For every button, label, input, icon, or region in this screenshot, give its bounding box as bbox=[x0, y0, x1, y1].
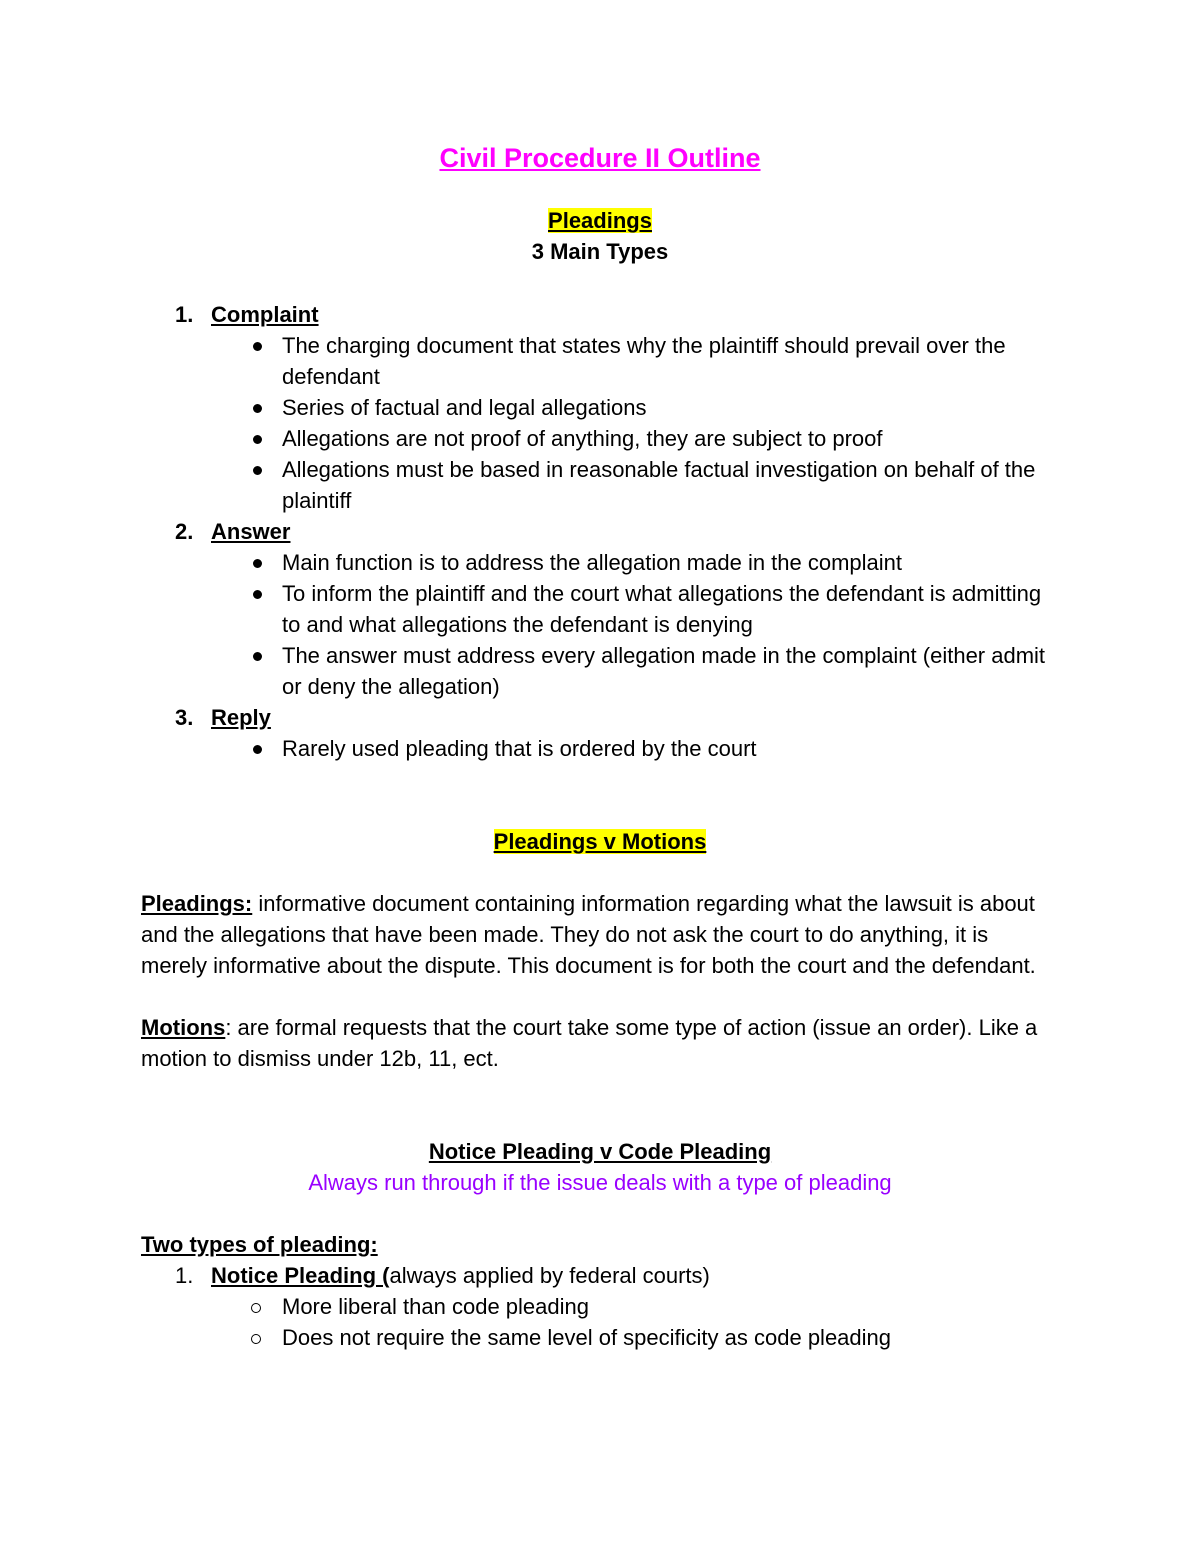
document-page bbox=[141, 140, 1059, 1353]
pleadings-text: informative document containing information regarding what the lawsuit is about and the allegations that have been made. They do not ask the court to do anything, it is merely informative about the dispute. This document is for both the court and the defendant. bbox=[141, 891, 1036, 978]
bullet-dot-icon bbox=[253, 342, 262, 351]
list-item bbox=[211, 1291, 1059, 1322]
list-item-complaint bbox=[141, 299, 1059, 516]
bullet-dot-icon bbox=[253, 435, 262, 444]
section-notice-code-note: Always run through if the issue deals with a type of pleading bbox=[308, 1170, 892, 1195]
types-heading-line bbox=[141, 1229, 1059, 1260]
types-heading: Two types of pleading: bbox=[141, 1232, 378, 1257]
bullet-text: Series of factual and legal allegations bbox=[282, 395, 647, 420]
bullet-dot-icon bbox=[253, 590, 262, 599]
motions-definition bbox=[141, 1012, 1059, 1074]
reply-bullets bbox=[211, 733, 1059, 764]
bullet-dot-icon bbox=[253, 404, 262, 413]
section-pleadings-v-motions-heading-line bbox=[141, 826, 1059, 857]
section-pleadings-v-motions-heading: Pleadings v Motions bbox=[493, 829, 707, 854]
list-item bbox=[211, 330, 1059, 392]
notice-pleading-list bbox=[141, 1260, 1059, 1353]
list-item bbox=[211, 423, 1059, 454]
list-item bbox=[211, 733, 1059, 764]
bullet-dot-icon bbox=[253, 745, 262, 754]
list-number: 3. bbox=[175, 705, 194, 730]
bullet-dot-icon bbox=[253, 466, 262, 475]
list-number: 1. bbox=[175, 302, 194, 327]
list-item-answer bbox=[141, 516, 1059, 702]
list-item-label: Complaint bbox=[211, 302, 319, 327]
section-pleadings-heading: Pleadings bbox=[548, 208, 652, 233]
section-notice-code-heading: Notice Pleading v Code Pleading bbox=[428, 1139, 772, 1164]
motions-text: : are formal requests that the court take some type of action (issue an order). Like a motion to dismiss under 12b, 11, ect. bbox=[141, 1015, 1038, 1071]
pleadings-definition bbox=[141, 888, 1059, 981]
bullet-text: More liberal than code pleading bbox=[282, 1294, 589, 1319]
pleadings-term: Pleadings: bbox=[141, 891, 253, 916]
motions-term: Motions bbox=[141, 1015, 226, 1040]
list-item-rest: always applied by federal courts) bbox=[389, 1263, 710, 1288]
section-pleadings-subheading: 3 Main Types bbox=[531, 239, 669, 264]
bullet-text: Allegations are not proof of anything, they are subject to proof bbox=[282, 426, 883, 451]
list-item bbox=[211, 1322, 1059, 1353]
list-item bbox=[211, 454, 1059, 516]
complaint-bullets bbox=[211, 330, 1059, 516]
list-item-label: Reply bbox=[211, 705, 271, 730]
section-notice-code-heading-line bbox=[141, 1136, 1059, 1167]
document-title-line bbox=[141, 140, 1059, 176]
list-number: 2. bbox=[175, 519, 194, 544]
bullet-text: Main function is to address the allegation made in the complaint bbox=[282, 550, 903, 575]
bullet-text: Does not require the same level of specificity as code pleading bbox=[282, 1325, 892, 1350]
bullet-text: To inform the plaintiff and the court what allegations the defendant is admitting to and what allegations the defendant is denying bbox=[282, 581, 1042, 637]
notice-pleading-bullets bbox=[211, 1291, 1059, 1353]
list-item bbox=[211, 578, 1059, 640]
list-item-reply bbox=[141, 702, 1059, 764]
bullet-dot-icon bbox=[253, 652, 262, 661]
bullet-text: The charging document that states why the plaintiff should prevail over the defendant bbox=[282, 333, 1006, 389]
bullet-circle-icon bbox=[251, 1303, 261, 1313]
list-item bbox=[211, 640, 1059, 702]
list-item bbox=[211, 392, 1059, 423]
answer-bullets bbox=[211, 547, 1059, 702]
bullet-text: Rarely used pleading that is ordered by the court bbox=[282, 736, 757, 761]
document-title: Civil Procedure II Outline bbox=[439, 143, 761, 173]
bullet-circle-icon bbox=[251, 1334, 261, 1344]
list-item-label: Notice Pleading ( bbox=[211, 1263, 390, 1288]
section-pleadings-heading-line bbox=[141, 205, 1059, 236]
bullet-dot-icon bbox=[253, 559, 262, 568]
list-item-label: Answer bbox=[211, 519, 291, 544]
bullet-text: Allegations must be based in reasonable factual investigation on behalf of the plaintiff bbox=[282, 457, 1036, 513]
list-item-notice-pleading bbox=[141, 1260, 1059, 1353]
list-number: 1. bbox=[175, 1263, 194, 1288]
list-item bbox=[211, 547, 1059, 578]
bullet-text: The answer must address every allegation made in the complaint (either admit or deny the allegation) bbox=[282, 643, 1046, 699]
pleading-types-list bbox=[141, 299, 1059, 764]
